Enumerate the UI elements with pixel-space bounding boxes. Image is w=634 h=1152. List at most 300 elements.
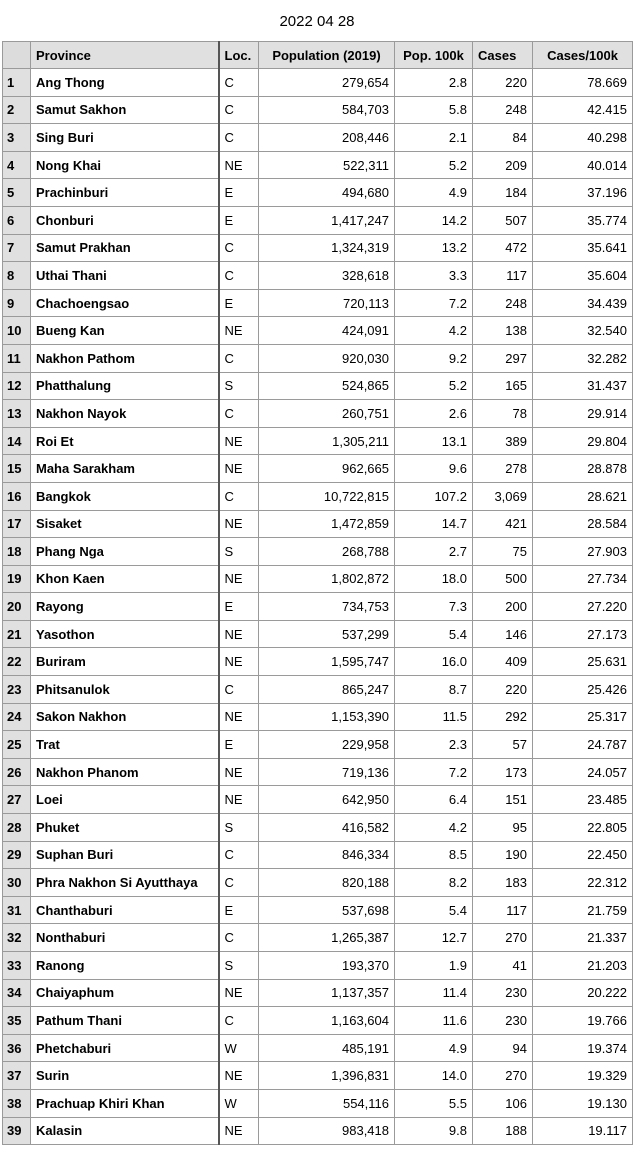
cases100k-cell: 19.374 xyxy=(533,1034,633,1062)
loc-cell: C xyxy=(219,69,259,97)
cases100k-cell: 22.805 xyxy=(533,814,633,842)
table-row xyxy=(3,1062,633,1090)
cases-cell: 409 xyxy=(473,648,533,676)
table-row xyxy=(3,952,633,980)
province-cell: Samut Sakhon xyxy=(31,96,219,124)
population-cell: 554,116 xyxy=(259,1089,395,1117)
population-cell: 1,305,211 xyxy=(259,427,395,455)
cases100k-cell: 40.014 xyxy=(533,151,633,179)
row-index: 13 xyxy=(3,400,31,428)
cases-cell: 220 xyxy=(473,676,533,704)
province-cell: Nakhon Pathom xyxy=(31,344,219,372)
province-cell: Rayong xyxy=(31,593,219,621)
loc-cell: E xyxy=(219,289,259,317)
province-cell: Chonburi xyxy=(31,206,219,234)
province-cell: Ang Thong xyxy=(31,69,219,97)
cases-cell: 184 xyxy=(473,179,533,207)
cases100k-cell: 27.903 xyxy=(533,538,633,566)
row-index: 24 xyxy=(3,703,31,731)
table-row xyxy=(3,1089,633,1117)
row-index: 5 xyxy=(3,179,31,207)
population-cell: 584,703 xyxy=(259,96,395,124)
loc-cell: W xyxy=(219,1089,259,1117)
row-index: 1 xyxy=(3,69,31,97)
loc-cell: NE xyxy=(219,648,259,676)
cases100k-cell: 28.621 xyxy=(533,482,633,510)
loc-cell: C xyxy=(219,262,259,290)
pop100k-cell: 14.0 xyxy=(395,1062,473,1090)
population-cell: 10,722,815 xyxy=(259,482,395,510)
pop100k-cell: 2.1 xyxy=(395,124,473,152)
cases100k-cell: 20.222 xyxy=(533,979,633,1007)
loc-cell: E xyxy=(219,593,259,621)
pop100k-cell: 4.9 xyxy=(395,179,473,207)
row-index: 6 xyxy=(3,206,31,234)
population-cell: 208,446 xyxy=(259,124,395,152)
population-cell: 494,680 xyxy=(259,179,395,207)
population-cell: 260,751 xyxy=(259,400,395,428)
table-row xyxy=(3,565,633,593)
table-row xyxy=(3,400,633,428)
population-cell: 1,472,859 xyxy=(259,510,395,538)
population-cell: 1,595,747 xyxy=(259,648,395,676)
cases-cell: 472 xyxy=(473,234,533,262)
loc-cell: NE xyxy=(219,786,259,814)
pop100k-cell: 5.2 xyxy=(395,151,473,179)
population-cell: 485,191 xyxy=(259,1034,395,1062)
province-cell: Phang Nga xyxy=(31,538,219,566)
table-row xyxy=(3,703,633,731)
page-title: 2022 04 28 xyxy=(279,13,355,30)
loc-cell: C xyxy=(219,1007,259,1035)
row-index: 30 xyxy=(3,869,31,897)
pop100k-cell: 5.5 xyxy=(395,1089,473,1117)
table-row xyxy=(3,979,633,1007)
province-cell: Phetchaburi xyxy=(31,1034,219,1062)
cases100k-cell: 21.759 xyxy=(533,896,633,924)
population-cell: 193,370 xyxy=(259,952,395,980)
cases100k-cell: 35.641 xyxy=(533,234,633,262)
row-index: 12 xyxy=(3,372,31,400)
cases100k-cell: 37.196 xyxy=(533,179,633,207)
province-cell: Nakhon Phanom xyxy=(31,758,219,786)
population-cell: 1,137,357 xyxy=(259,979,395,1007)
pop100k-cell: 2.3 xyxy=(395,731,473,759)
cases-cell: 190 xyxy=(473,841,533,869)
header-province: Province xyxy=(31,42,219,69)
population-cell: 229,958 xyxy=(259,731,395,759)
row-index: 16 xyxy=(3,482,31,510)
loc-cell: NE xyxy=(219,620,259,648)
population-cell: 642,950 xyxy=(259,786,395,814)
cases100k-cell: 32.282 xyxy=(533,344,633,372)
row-index: 19 xyxy=(3,565,31,593)
loc-cell: C xyxy=(219,400,259,428)
loc-cell: NE xyxy=(219,1062,259,1090)
population-cell: 416,582 xyxy=(259,814,395,842)
cases-cell: 94 xyxy=(473,1034,533,1062)
pop100k-cell: 2.7 xyxy=(395,538,473,566)
province-cell: Kalasin xyxy=(31,1117,219,1145)
province-cell: Chachoengsao xyxy=(31,289,219,317)
population-cell: 719,136 xyxy=(259,758,395,786)
row-index: 2 xyxy=(3,96,31,124)
province-cell: Chanthaburi xyxy=(31,896,219,924)
province-cell: Buriram xyxy=(31,648,219,676)
cases-cell: 270 xyxy=(473,924,533,952)
pop100k-cell: 7.2 xyxy=(395,758,473,786)
cases-cell: 138 xyxy=(473,317,533,345)
table-row xyxy=(3,786,633,814)
population-cell: 537,299 xyxy=(259,620,395,648)
row-index: 18 xyxy=(3,538,31,566)
population-cell: 537,698 xyxy=(259,896,395,924)
pop100k-cell: 5.8 xyxy=(395,96,473,124)
cases-cell: 248 xyxy=(473,289,533,317)
cases-cell: 173 xyxy=(473,758,533,786)
province-cell: Yasothon xyxy=(31,620,219,648)
loc-cell: C xyxy=(219,869,259,897)
cases100k-cell: 19.117 xyxy=(533,1117,633,1145)
pop100k-cell: 9.8 xyxy=(395,1117,473,1145)
row-index: 27 xyxy=(3,786,31,814)
pop100k-cell: 6.4 xyxy=(395,786,473,814)
loc-cell: NE xyxy=(219,427,259,455)
cases-cell: 297 xyxy=(473,344,533,372)
province-cell: Maha Sarakham xyxy=(31,455,219,483)
loc-cell: S xyxy=(219,814,259,842)
table-row xyxy=(3,179,633,207)
loc-cell: NE xyxy=(219,510,259,538)
pop100k-cell: 11.6 xyxy=(395,1007,473,1035)
row-index: 7 xyxy=(3,234,31,262)
pop100k-cell: 13.2 xyxy=(395,234,473,262)
population-cell: 268,788 xyxy=(259,538,395,566)
table-row xyxy=(3,234,633,262)
population-cell: 1,324,319 xyxy=(259,234,395,262)
table-row xyxy=(3,620,633,648)
cases100k-cell: 35.604 xyxy=(533,262,633,290)
pop100k-cell: 11.4 xyxy=(395,979,473,1007)
cases100k-cell: 21.337 xyxy=(533,924,633,952)
cases100k-cell: 25.631 xyxy=(533,648,633,676)
row-index: 26 xyxy=(3,758,31,786)
header-loc: Loc. xyxy=(219,42,259,69)
table-row xyxy=(3,344,633,372)
pop100k-cell: 5.2 xyxy=(395,372,473,400)
cases-cell: 78 xyxy=(473,400,533,428)
row-index: 3 xyxy=(3,124,31,152)
table-row xyxy=(3,731,633,759)
population-cell: 1,265,387 xyxy=(259,924,395,952)
cases100k-cell: 29.804 xyxy=(533,427,633,455)
row-index: 10 xyxy=(3,317,31,345)
table-row xyxy=(3,814,633,842)
row-index: 28 xyxy=(3,814,31,842)
table-row xyxy=(3,1117,633,1145)
table-row xyxy=(3,455,633,483)
population-cell: 720,113 xyxy=(259,289,395,317)
table-row xyxy=(3,262,633,290)
population-cell: 522,311 xyxy=(259,151,395,179)
province-cell: Phuket xyxy=(31,814,219,842)
table-row xyxy=(3,758,633,786)
cases100k-cell: 25.426 xyxy=(533,676,633,704)
population-cell: 524,865 xyxy=(259,372,395,400)
table-row xyxy=(3,648,633,676)
loc-cell: C xyxy=(219,482,259,510)
header-cases: Cases xyxy=(473,42,533,69)
pop100k-cell: 4.2 xyxy=(395,814,473,842)
loc-cell: E xyxy=(219,896,259,924)
cases-cell: 106 xyxy=(473,1089,533,1117)
loc-cell: S xyxy=(219,372,259,400)
population-cell: 1,163,604 xyxy=(259,1007,395,1035)
loc-cell: C xyxy=(219,841,259,869)
row-index: 36 xyxy=(3,1034,31,1062)
cases100k-cell: 22.312 xyxy=(533,869,633,897)
row-index: 37 xyxy=(3,1062,31,1090)
population-cell: 1,153,390 xyxy=(259,703,395,731)
header-pop100k: Pop. 100k xyxy=(395,42,473,69)
province-cell: Uthai Thani xyxy=(31,262,219,290)
population-cell: 1,802,872 xyxy=(259,565,395,593)
cases-cell: 248 xyxy=(473,96,533,124)
row-index: 33 xyxy=(3,952,31,980)
loc-cell: NE xyxy=(219,979,259,1007)
cases-cell: 41 xyxy=(473,952,533,980)
row-index: 29 xyxy=(3,841,31,869)
header-population: Population (2019) xyxy=(259,42,395,69)
cases100k-cell: 27.734 xyxy=(533,565,633,593)
province-cell: Pathum Thani xyxy=(31,1007,219,1035)
pop100k-cell: 4.9 xyxy=(395,1034,473,1062)
pop100k-cell: 11.5 xyxy=(395,703,473,731)
province-cell: Ranong xyxy=(31,952,219,980)
cases100k-cell: 78.669 xyxy=(533,69,633,97)
loc-cell: S xyxy=(219,952,259,980)
table-row xyxy=(3,482,633,510)
cases100k-cell: 34.439 xyxy=(533,289,633,317)
table-row xyxy=(3,69,633,97)
cases-cell: 57 xyxy=(473,731,533,759)
population-cell: 820,188 xyxy=(259,869,395,897)
table-row xyxy=(3,869,633,897)
province-cell: Surin xyxy=(31,1062,219,1090)
table-row xyxy=(3,924,633,952)
loc-cell: C xyxy=(219,124,259,152)
row-index: 20 xyxy=(3,593,31,621)
table-row xyxy=(3,510,633,538)
loc-cell: C xyxy=(219,924,259,952)
cases100k-cell: 27.173 xyxy=(533,620,633,648)
cases-cell: 146 xyxy=(473,620,533,648)
table-row xyxy=(3,96,633,124)
province-cell: Samut Prakhan xyxy=(31,234,219,262)
cases100k-cell: 23.485 xyxy=(533,786,633,814)
population-cell: 734,753 xyxy=(259,593,395,621)
loc-cell: E xyxy=(219,206,259,234)
pop100k-cell: 5.4 xyxy=(395,620,473,648)
table-row xyxy=(3,1034,633,1062)
table-row xyxy=(3,206,633,234)
row-index: 17 xyxy=(3,510,31,538)
cases-cell: 3,069 xyxy=(473,482,533,510)
province-cell: Phitsanulok xyxy=(31,676,219,704)
row-index: 15 xyxy=(3,455,31,483)
loc-cell: E xyxy=(219,179,259,207)
row-index: 14 xyxy=(3,427,31,455)
row-index: 39 xyxy=(3,1117,31,1145)
row-index: 38 xyxy=(3,1089,31,1117)
province-cell: Phra Nakhon Si Ayutthaya xyxy=(31,869,219,897)
loc-cell: NE xyxy=(219,758,259,786)
province-cell: Phatthalung xyxy=(31,372,219,400)
row-index: 35 xyxy=(3,1007,31,1035)
cases100k-cell: 24.057 xyxy=(533,758,633,786)
loc-cell: NE xyxy=(219,455,259,483)
cases-cell: 230 xyxy=(473,1007,533,1035)
cases-cell: 117 xyxy=(473,262,533,290)
pop100k-cell: 1.9 xyxy=(395,952,473,980)
cases-cell: 220 xyxy=(473,69,533,97)
loc-cell: E xyxy=(219,731,259,759)
cases100k-cell: 25.317 xyxy=(533,703,633,731)
pop100k-cell: 14.2 xyxy=(395,206,473,234)
row-index: 23 xyxy=(3,676,31,704)
row-index: 25 xyxy=(3,731,31,759)
cases100k-cell: 40.298 xyxy=(533,124,633,152)
cases100k-cell: 19.130 xyxy=(533,1089,633,1117)
cases-cell: 165 xyxy=(473,372,533,400)
row-index: 4 xyxy=(3,151,31,179)
loc-cell: NE xyxy=(219,151,259,179)
province-cell: Sing Buri xyxy=(31,124,219,152)
population-cell: 865,247 xyxy=(259,676,395,704)
cases100k-cell: 19.766 xyxy=(533,1007,633,1035)
cases100k-cell: 32.540 xyxy=(533,317,633,345)
table-row xyxy=(3,593,633,621)
table-row xyxy=(3,427,633,455)
table-row xyxy=(3,841,633,869)
pop100k-cell: 2.8 xyxy=(395,69,473,97)
province-cases-table xyxy=(2,41,633,1145)
loc-cell: C xyxy=(219,234,259,262)
population-cell: 1,396,831 xyxy=(259,1062,395,1090)
population-cell: 279,654 xyxy=(259,69,395,97)
cases100k-cell: 24.787 xyxy=(533,731,633,759)
pop100k-cell: 7.3 xyxy=(395,593,473,621)
loc-cell: C xyxy=(219,676,259,704)
loc-cell: S xyxy=(219,538,259,566)
province-cell: Suphan Buri xyxy=(31,841,219,869)
population-cell: 1,417,247 xyxy=(259,206,395,234)
table-row xyxy=(3,676,633,704)
cases100k-cell: 31.437 xyxy=(533,372,633,400)
table-row xyxy=(3,896,633,924)
pop100k-cell: 14.7 xyxy=(395,510,473,538)
cases100k-cell: 19.329 xyxy=(533,1062,633,1090)
loc-cell: C xyxy=(219,344,259,372)
cases100k-cell: 21.203 xyxy=(533,952,633,980)
population-cell: 920,030 xyxy=(259,344,395,372)
row-index: 31 xyxy=(3,896,31,924)
table-row xyxy=(3,538,633,566)
pop100k-cell: 9.6 xyxy=(395,455,473,483)
province-cell: Loei xyxy=(31,786,219,814)
pop100k-cell: 16.0 xyxy=(395,648,473,676)
cases-cell: 200 xyxy=(473,593,533,621)
row-index: 11 xyxy=(3,344,31,372)
province-cell: Prachuap Khiri Khan xyxy=(31,1089,219,1117)
cases-cell: 507 xyxy=(473,206,533,234)
header-index xyxy=(3,42,31,69)
row-index: 9 xyxy=(3,289,31,317)
pop100k-cell: 8.7 xyxy=(395,676,473,704)
cases-cell: 292 xyxy=(473,703,533,731)
row-index: 22 xyxy=(3,648,31,676)
row-index: 21 xyxy=(3,620,31,648)
cases-cell: 183 xyxy=(473,869,533,897)
pop100k-cell: 107.2 xyxy=(395,482,473,510)
cases-cell: 209 xyxy=(473,151,533,179)
cases-cell: 151 xyxy=(473,786,533,814)
cases100k-cell: 42.415 xyxy=(533,96,633,124)
population-cell: 846,334 xyxy=(259,841,395,869)
province-cell: Bangkok xyxy=(31,482,219,510)
cases100k-cell: 28.584 xyxy=(533,510,633,538)
cases100k-cell: 28.878 xyxy=(533,455,633,483)
loc-cell: NE xyxy=(219,317,259,345)
cases-cell: 75 xyxy=(473,538,533,566)
table-row xyxy=(3,1007,633,1035)
province-cell: Prachinburi xyxy=(31,179,219,207)
cases100k-cell: 27.220 xyxy=(533,593,633,621)
cases-cell: 270 xyxy=(473,1062,533,1090)
pop100k-cell: 7.2 xyxy=(395,289,473,317)
cases100k-cell: 29.914 xyxy=(533,400,633,428)
cases-cell: 389 xyxy=(473,427,533,455)
pop100k-cell: 8.5 xyxy=(395,841,473,869)
loc-cell: W xyxy=(219,1034,259,1062)
population-cell: 983,418 xyxy=(259,1117,395,1145)
province-cell: Sisaket xyxy=(31,510,219,538)
cases100k-cell: 35.774 xyxy=(533,206,633,234)
pop100k-cell: 9.2 xyxy=(395,344,473,372)
province-cell: Chaiyaphum xyxy=(31,979,219,1007)
province-cell: Trat xyxy=(31,731,219,759)
cases100k-cell: 22.450 xyxy=(533,841,633,869)
pop100k-cell: 3.3 xyxy=(395,262,473,290)
pop100k-cell: 4.2 xyxy=(395,317,473,345)
header-cases100k: Cases/100k xyxy=(533,42,633,69)
table-row xyxy=(3,151,633,179)
loc-cell: NE xyxy=(219,703,259,731)
province-cell: Sakon Nakhon xyxy=(31,703,219,731)
pop100k-cell: 8.2 xyxy=(395,869,473,897)
population-cell: 962,665 xyxy=(259,455,395,483)
province-cell: Bueng Kan xyxy=(31,317,219,345)
row-index: 8 xyxy=(3,262,31,290)
cases-cell: 188 xyxy=(473,1117,533,1145)
row-index: 34 xyxy=(3,979,31,1007)
loc-cell: C xyxy=(219,96,259,124)
cases-cell: 117 xyxy=(473,896,533,924)
province-cell: Nakhon Nayok xyxy=(31,400,219,428)
table-row xyxy=(3,289,633,317)
loc-cell: NE xyxy=(219,565,259,593)
cases-cell: 95 xyxy=(473,814,533,842)
